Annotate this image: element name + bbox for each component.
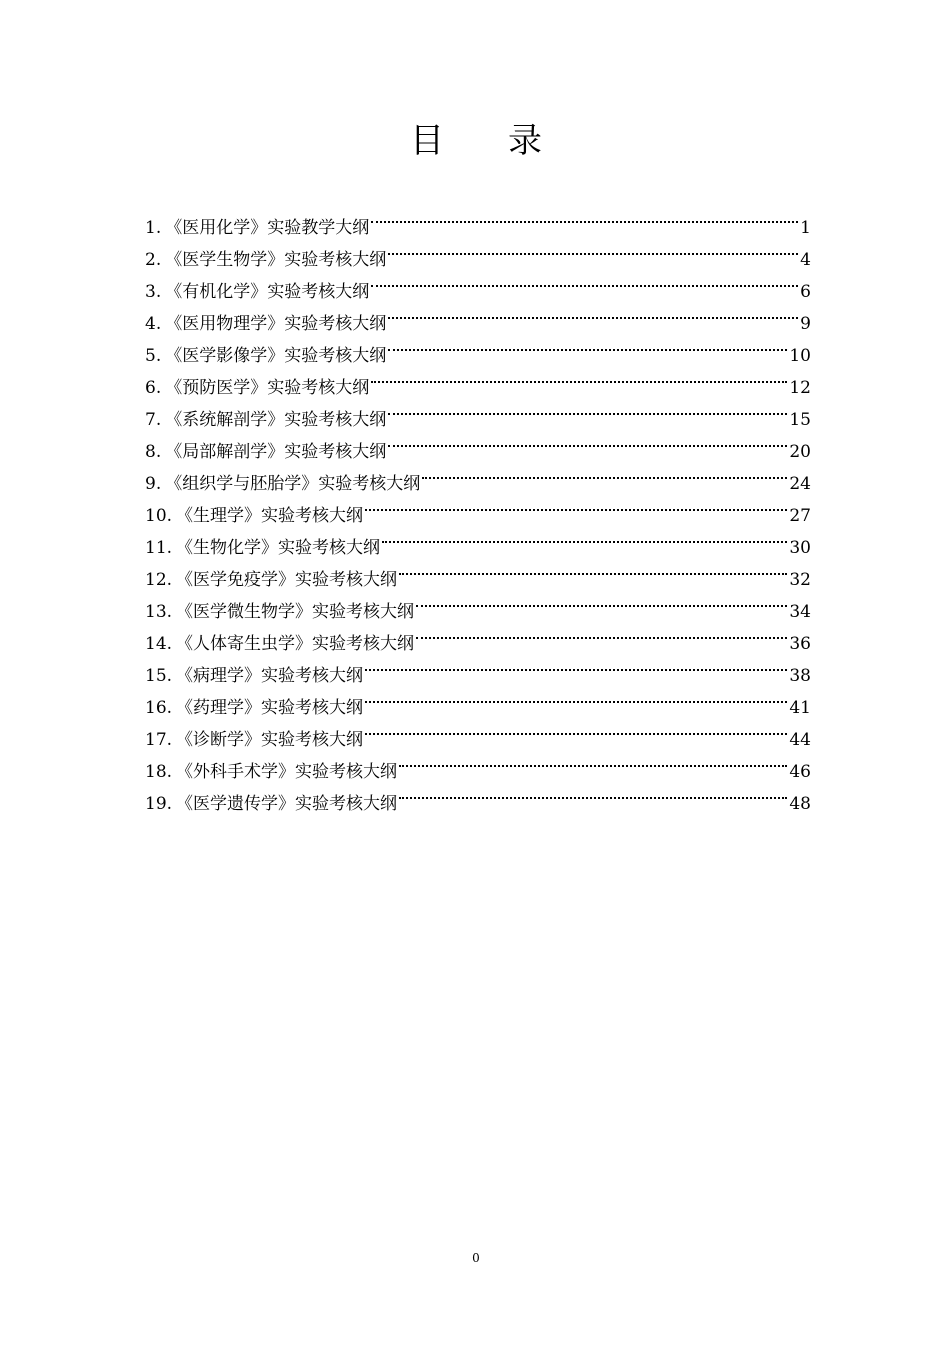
toc-entry-page: 48 (789, 794, 811, 814)
toc-entry-number: 18. (145, 762, 173, 782)
toc-leader-dots (416, 585, 787, 617)
toc-entry-label: 《外科手术学》实验考核大纲 (176, 762, 398, 782)
toc-leader-dots (388, 233, 798, 265)
toc-leader-dots (422, 457, 787, 489)
toc-entry-number: 6. (145, 378, 162, 398)
toc-entry-label: 《医学免疫学》实验考核大纲 (176, 570, 398, 590)
toc-entry-number: 19. (145, 794, 173, 814)
toc-entry-number: 15. (145, 666, 173, 686)
toc-entry-number: 9. (145, 474, 162, 494)
toc-entry-number: 17. (145, 730, 173, 750)
toc-entry-number: 4. (145, 314, 162, 334)
toc-entry-number: 12. (145, 570, 173, 590)
toc-entry-page: 4 (800, 250, 811, 270)
toc-entry-label: 《医学遗传学》实验考核大纲 (176, 794, 398, 814)
toc-leader-dots (399, 777, 787, 809)
toc-entry-page: 44 (789, 730, 811, 750)
toc-entry-page: 38 (789, 666, 811, 686)
toc-leader-dots (371, 201, 798, 233)
toc-entry[interactable] (145, 201, 811, 238)
toc-entry-page: 1 (800, 218, 811, 238)
toc-leader-dots (365, 489, 787, 521)
toc-entry-page: 46 (789, 762, 811, 782)
toc-entry-number: 14. (145, 634, 173, 654)
toc-entry-number: 16. (145, 698, 173, 718)
toc-entry-page: 32 (789, 570, 811, 590)
toc-entry-page: 12 (789, 378, 811, 398)
toc-entry-label: 《局部解剖学》实验考核大纲 (165, 442, 387, 462)
toc-leader-dots (371, 361, 787, 393)
toc-entry-label: 《有机化学》实验考核大纲 (165, 282, 370, 302)
toc-entry-page: 20 (789, 442, 811, 462)
toc-entry-label: 《组织学与胚胎学》实验考核大纲 (165, 474, 421, 494)
toc-entry-number: 13. (145, 602, 173, 622)
toc-leader-dots (388, 297, 798, 329)
toc-leader-dots (382, 521, 787, 553)
toc-leader-dots (365, 681, 787, 713)
toc-entry-label: 《预防医学》实验考核大纲 (165, 378, 370, 398)
toc-entry-label: 《药理学》实验考核大纲 (176, 698, 364, 718)
toc-entry-number: 11. (145, 538, 173, 558)
toc-leader-dots (365, 649, 787, 681)
toc-entry-page: 34 (789, 602, 811, 622)
toc-leader-dots (399, 745, 787, 777)
toc-leader-dots (388, 425, 787, 457)
toc-entry-page: 30 (789, 538, 811, 558)
table-of-contents (145, 201, 811, 814)
toc-entry-label: 《医学生物学》实验考核大纲 (165, 250, 387, 270)
toc-entry-page: 36 (789, 634, 811, 654)
toc-leader-dots (365, 713, 787, 745)
toc-entry-number: 3. (145, 282, 162, 302)
toc-entry-page: 9 (800, 314, 811, 334)
toc-entry-page: 41 (789, 698, 811, 718)
toc-leader-dots (388, 393, 787, 425)
toc-entry-number: 2. (145, 250, 162, 270)
toc-leader-dots (371, 265, 798, 297)
toc-entry-number: 5. (145, 346, 162, 366)
toc-entry-label: 《生物化学》实验考核大纲 (176, 538, 381, 558)
toc-leader-dots (399, 553, 787, 585)
toc-entry-label: 《诊断学》实验考核大纲 (176, 730, 364, 750)
page-title-char-1: 目 (410, 121, 444, 161)
toc-entry-page: 6 (800, 282, 811, 302)
toc-entry-number: 10. (145, 506, 173, 526)
toc-entry-label: 《医学影像学》实验考核大纲 (165, 346, 387, 366)
toc-entry-page: 10 (789, 346, 811, 366)
page-number: 0 (472, 1251, 480, 1265)
toc-entry-page: 27 (789, 506, 811, 526)
toc-leader-dots (388, 329, 787, 361)
toc-entry-number: 1. (145, 218, 162, 238)
page-title (0, 116, 952, 166)
toc-entry-page: 24 (789, 474, 811, 494)
toc-entry-label: 《医用化学》实验教学大纲 (165, 218, 370, 238)
toc-entry-label: 《病理学》实验考核大纲 (176, 666, 364, 686)
toc-entry-label: 《系统解剖学》实验考核大纲 (165, 410, 387, 430)
toc-entry-number: 7. (145, 410, 162, 430)
toc-entry-page: 15 (789, 410, 811, 430)
toc-entry-label: 《医学微生物学》实验考核大纲 (176, 602, 415, 622)
toc-entry-number: 8. (145, 442, 162, 462)
page-title-char-2: 录 (508, 121, 542, 161)
toc-leader-dots (416, 617, 787, 649)
toc-entry-label: 《生理学》实验考核大纲 (176, 506, 364, 526)
toc-entry-label: 《人体寄生虫学》实验考核大纲 (176, 634, 415, 654)
toc-entry-label: 《医用物理学》实验考核大纲 (165, 314, 387, 334)
